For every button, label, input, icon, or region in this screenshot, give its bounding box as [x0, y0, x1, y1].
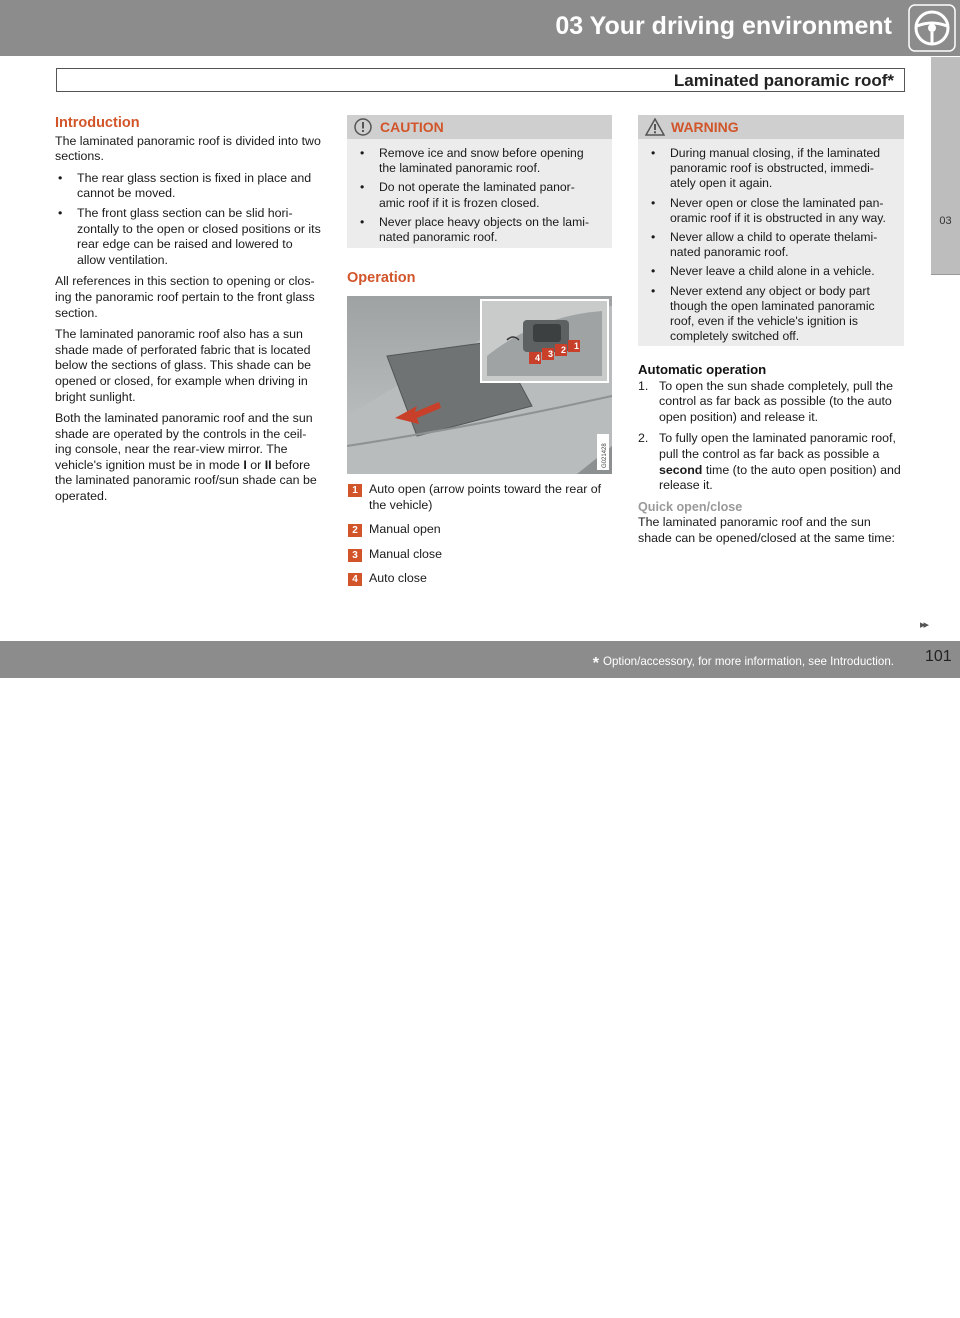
bullet-icon: •: [58, 205, 63, 220]
automatic-steps: [638, 379, 906, 494]
caution-list: [347, 139, 612, 245]
number-badge-icon: [348, 524, 362, 537]
roof-illustration-svg: [347, 296, 612, 474]
svg-text:3: 3: [548, 349, 554, 359]
list-item: [648, 196, 892, 226]
intro-paragraph: The laminated panoramic roof also has a sun shade made of perforated fabric that is located below the sections of glass. This shade can be opened or closed, for example when driving in bright sunlight.: [55, 327, 311, 404]
legend-item: [347, 522, 617, 538]
chapter-title: 03 Your driving environment: [555, 12, 892, 40]
caution-header: [347, 115, 612, 139]
quick-open-close-heading: Quick open/close: [638, 499, 743, 514]
text-run: before the laminated panoramic roof/sun shade can be operated.: [55, 457, 317, 504]
legend-number: 2: [352, 525, 358, 537]
quick-open-close-text: The laminated panoramic roof and the sun shade can be opened/closed at the same time:: [638, 515, 895, 545]
step-text: To fully open the laminated panoramic roof, pull the control as far back as possible a: [659, 431, 896, 461]
automatic-operation-column: [638, 362, 906, 553]
bullet-icon: •: [651, 264, 656, 279]
number-badge-icon: [348, 484, 362, 497]
roof-control-illustration: [347, 296, 612, 474]
bullet-icon: •: [360, 146, 365, 160]
operation-legend: [347, 482, 617, 596]
caution-box: [347, 115, 612, 248]
list-item-text: Never allow a child to operate thelami-nated panoramic roof.: [670, 230, 878, 260]
step-item: [638, 431, 906, 493]
side-divider: [931, 274, 960, 275]
svg-text:1: 1: [574, 341, 580, 351]
list-item-text: Do not operate the laminated panor-amic roof if it is frozen closed.: [379, 180, 575, 210]
list-item: [55, 206, 321, 268]
step-text: To open the sun shade completely, pull the control as far back as possible (to the auto open position) and release it.: [659, 378, 893, 424]
bullet-icon: •: [651, 146, 656, 160]
steering-wheel-icon: [908, 4, 956, 52]
intro-paragraph: The laminated panoramic roof is divided into two sections.: [55, 133, 321, 164]
list-item: [357, 146, 600, 176]
list-item-text: Never open or close the laminated pan-oramic roof if it is obstructed in any way.: [670, 195, 886, 225]
legend-text: Auto open (arrow points toward the rear of the vehicle): [369, 482, 602, 512]
warning-box: [638, 115, 904, 346]
text-run: Both the laminated panoramic roof and the sun shade are operated by the controls in the ceil-ing console, near the rear-view mirror. The vehicle's ignition must be in mode: [55, 411, 313, 472]
automatic-operation-heading: Automatic operation: [638, 362, 767, 377]
warning-list: [638, 139, 904, 344]
legend-number: 3: [352, 549, 358, 561]
introduction-heading: Introduction: [55, 115, 140, 131]
page-number: 101: [925, 648, 952, 665]
warning-header: [638, 115, 904, 139]
list-item: [648, 230, 892, 260]
chapter-tab-label: 03: [939, 215, 952, 227]
list-item-text: Remove ice and snow before opening the laminated panoramic roof.: [379, 146, 584, 176]
number-badge-icon: [348, 549, 362, 562]
text-run: or: [246, 457, 265, 472]
legend-item: [347, 547, 617, 563]
list-item: [55, 171, 321, 202]
watermark: carmanualsonline.info: [633, 1284, 952, 1317]
legend-text: Auto close: [369, 571, 427, 586]
svg-text:2: 2: [561, 345, 567, 355]
intro-paragraph: All references in this section to opening or clos-ing the panoramic roof pertain to the front glass section.: [55, 274, 315, 320]
step-text: time (to the auto open position) and release it.: [659, 462, 901, 493]
ignition-mode-ii: II: [264, 457, 272, 472]
bullet-icon: •: [651, 230, 656, 245]
step-number: 1.: [638, 378, 649, 393]
list-item-text: The front glass section can be slid hori-zontally to the open or closed positions or its rear edge can be raised and lowered to allow ventilation.: [77, 205, 321, 267]
legend-text: Manual open: [369, 522, 441, 537]
figure-code: G021428: [602, 443, 608, 468]
list-item: [648, 284, 892, 345]
step-number: 2.: [638, 431, 649, 446]
number-badge-icon: [348, 573, 362, 586]
warning-title: WARNING: [671, 119, 739, 135]
footnote-text: Option/accessory, for more information, see Introduction.: [602, 655, 894, 668]
footnote-star: *: [592, 655, 599, 672]
step-item: [638, 379, 906, 426]
section-title: Laminated panoramic roof*: [673, 71, 894, 90]
legend-number: 4: [352, 574, 358, 586]
list-item-text: Never place heavy objects on the lami-nated panoramic roof.: [379, 214, 590, 245]
section-title-bar: [56, 68, 905, 92]
bullet-icon: •: [360, 214, 365, 229]
header-band: [0, 0, 960, 56]
legend-number: 1: [352, 485, 358, 496]
step-bold-word: second: [659, 462, 703, 477]
svg-text:4: 4: [535, 353, 541, 363]
bullet-icon: •: [651, 195, 656, 210]
legend-item: [347, 571, 617, 587]
list-item: [357, 215, 600, 245]
list-item: [648, 146, 892, 192]
list-item-text: Never leave a child alone in a vehicle.: [670, 264, 875, 279]
continued-arrows-icon: ▸▸: [920, 619, 928, 631]
bullet-icon: •: [651, 283, 656, 298]
operation-heading: Operation: [347, 270, 416, 286]
list-item: [648, 264, 892, 279]
bullet-icon: •: [58, 170, 63, 185]
list-item-text: Never extend any object or body part though the open laminated panoramic roof, even if the vehicle's ignition is completely switched off.: [670, 283, 875, 344]
legend-item: [347, 482, 617, 513]
caution-icon: [354, 118, 372, 141]
caution-title: CAUTION: [380, 119, 444, 135]
intro-paragraph: [55, 411, 321, 505]
list-item-text: The rear glass section is fixed in place and cannot be moved.: [77, 170, 312, 201]
chapter-side-tab[interactable]: [931, 56, 960, 275]
list-item-text: During manual closing, if the laminated panoramic roof is obstructed, immedi-ately open it again.: [670, 146, 881, 191]
legend-text: Manual close: [369, 546, 443, 561]
warning-triangle-icon: [645, 118, 665, 141]
intro-bullet-list: [55, 171, 321, 269]
footnote: [593, 655, 894, 673]
bullet-icon: •: [360, 180, 365, 195]
list-item: [357, 180, 600, 210]
ignition-mode-i: I: [243, 457, 247, 472]
introduction-column: [55, 116, 321, 511]
